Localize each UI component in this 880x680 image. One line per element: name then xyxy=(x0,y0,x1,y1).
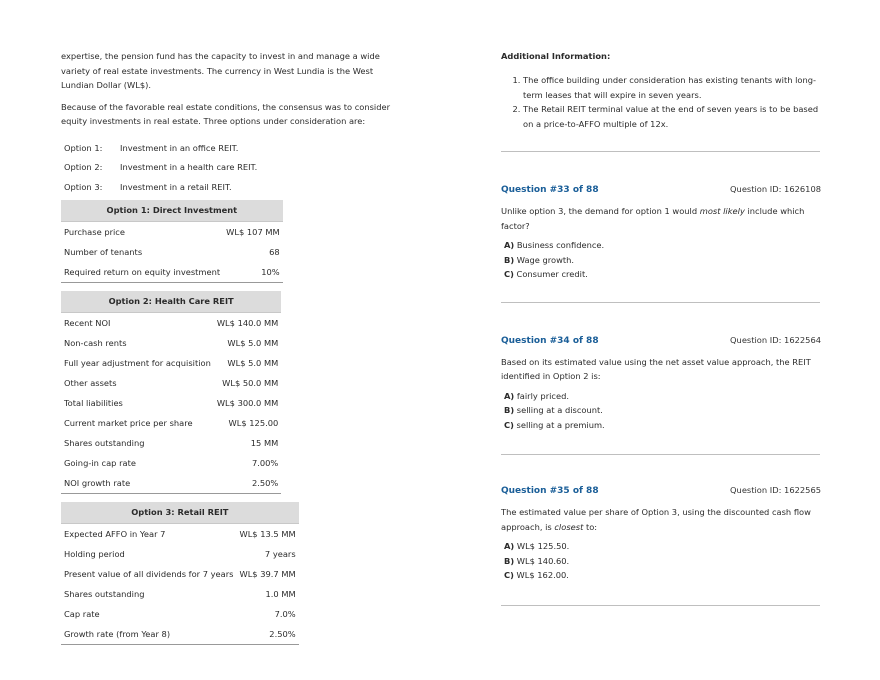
additional-info-title: Additional Information: xyxy=(501,51,611,61)
row-value: 2.50% xyxy=(236,624,298,645)
table-row xyxy=(61,413,281,433)
row-value: 15 MM xyxy=(250,437,279,448)
options-list xyxy=(61,139,391,198)
table-row xyxy=(61,373,281,393)
consensus-paragraph: Because of the favorable real estate conditions, the consensus was to consider equity investments in real estate. Three options under consideration are: xyxy=(61,101,391,126)
table-row xyxy=(61,262,283,283)
answer-text: WL$ 162.00. xyxy=(516,570,569,580)
stem-text: Unlike option 3, the demand for option 1 would xyxy=(501,206,700,216)
table-title: Option 3: Retail REIT xyxy=(61,502,299,524)
left-column xyxy=(61,49,391,653)
stem-text: to: xyxy=(583,521,598,532)
row-value: 10% xyxy=(223,262,283,283)
answer-text: selling at a discount. xyxy=(516,405,603,415)
answer-list xyxy=(501,539,821,583)
additional-info-list xyxy=(501,73,821,131)
answer-text: WL$ 140.60. xyxy=(516,555,570,566)
question-33 xyxy=(501,184,821,282)
answer-letter: A) xyxy=(504,390,515,401)
row-value: 2.50% xyxy=(214,473,281,494)
answer-text: fairly priced. xyxy=(516,390,569,401)
answer-option[interactable] xyxy=(501,253,821,268)
row-label: Number of tenants xyxy=(64,246,143,257)
table-row xyxy=(61,242,283,262)
option-text: Investment in a retail REIT. xyxy=(120,182,232,193)
row-value: 68 xyxy=(269,246,280,257)
option-text: Investment in an office REIT. xyxy=(120,142,239,153)
question-id: Question ID: 1622565 xyxy=(730,485,821,495)
stem-text: The estimated value per share of Option 3, using the discounted cash flow approach, is xyxy=(501,507,811,532)
row-value: WL$ 300.0 MM xyxy=(216,397,279,408)
answer-list xyxy=(501,389,821,433)
stem-emphasis: most likely xyxy=(699,206,745,216)
divider xyxy=(501,302,820,303)
option-row xyxy=(61,139,391,159)
right-column xyxy=(501,49,821,606)
question-id: Question ID: 1626108 xyxy=(730,184,821,194)
answer-text: Consumer credit. xyxy=(516,269,588,279)
table-row xyxy=(61,564,299,584)
row-value: WL$ 140.0 MM xyxy=(216,317,279,328)
answer-letter: B) xyxy=(504,405,515,415)
row-value: WL$ 39.7 MM xyxy=(239,568,296,579)
option-text: Investment in a health care REIT. xyxy=(120,162,258,173)
stem-text: include which factor? xyxy=(501,206,805,231)
answer-text: selling at a premium. xyxy=(516,419,605,430)
row-label: Required return on equity investment xyxy=(61,262,223,283)
table-title: Option 1: Direct Investment xyxy=(61,200,283,222)
question-stem xyxy=(501,355,821,384)
row-value: 7 years xyxy=(264,548,296,559)
answer-letter: C) xyxy=(504,419,514,430)
option2-table xyxy=(61,291,281,494)
list-item: 2. The Retail REIT terminal value at the end of seven years is to be based on a price-to-AFFO multiple of 12x. xyxy=(523,102,821,131)
question-35 xyxy=(501,485,821,583)
row-label: Total liabilities xyxy=(64,397,123,408)
answer-letter: A) xyxy=(504,240,515,250)
answer-letter: C) xyxy=(504,269,514,279)
row-label: Going-in cap rate xyxy=(64,457,136,468)
table-row xyxy=(61,393,281,413)
answer-option[interactable] xyxy=(501,267,821,282)
table-row xyxy=(61,312,281,333)
table-title: Option 2: Health Care REIT xyxy=(61,291,281,313)
row-value: WL$ 50.0 MM xyxy=(222,377,279,388)
answer-option[interactable] xyxy=(501,389,821,404)
answer-letter: B) xyxy=(504,254,515,265)
option-key: Option 1: xyxy=(64,142,103,153)
divider xyxy=(501,605,820,606)
answer-text: Wage growth. xyxy=(516,254,575,265)
option-key: Option 2: xyxy=(64,162,103,173)
option3-table xyxy=(61,502,299,645)
question-id: Question ID: 1622564 xyxy=(730,334,821,345)
row-label: Present value of all dividends for 7 years xyxy=(64,568,234,579)
row-label: Other assets xyxy=(64,377,117,388)
row-value: WL$ 13.5 MM xyxy=(239,528,296,539)
question-34 xyxy=(501,335,821,433)
table-row xyxy=(61,353,281,373)
answer-letter: A) xyxy=(504,541,515,551)
row-label: NOI growth rate xyxy=(61,473,214,494)
row-label: Growth rate (from Year 8) xyxy=(61,624,236,645)
table-row xyxy=(61,544,299,564)
row-label: Full year adjustment for acquisition xyxy=(64,357,211,368)
list-item: 1. The office building under consideration has existing tenants with long-term leases that will expire in seven years. xyxy=(523,73,821,102)
row-value: 7.00% xyxy=(251,457,279,468)
answer-option[interactable] xyxy=(501,539,821,554)
row-label: Non-cash rents xyxy=(64,337,127,348)
row-value: WL$ 5.0 MM xyxy=(227,337,279,348)
question-stem xyxy=(501,204,821,233)
stem-emphasis: closest xyxy=(554,521,584,532)
option-key: Option 3: xyxy=(64,182,103,193)
divider xyxy=(501,151,820,152)
question-stem xyxy=(501,505,821,534)
row-label: Cap rate xyxy=(64,608,100,619)
table-row xyxy=(61,523,299,544)
row-label: Expected AFFO in Year 7 xyxy=(64,528,166,539)
option-row xyxy=(61,158,391,178)
option1-table xyxy=(61,200,283,283)
table-row xyxy=(61,433,281,453)
table-row xyxy=(61,473,281,494)
option-row xyxy=(61,178,391,198)
divider xyxy=(501,454,820,455)
table-row xyxy=(61,453,281,473)
intro-paragraph: expertise, the pension fund has the capacity to invest in and manage a wide variety of real estate investments. The currency in West Lundia is the West Lundian Dollar (WL$). xyxy=(61,51,380,90)
answer-list xyxy=(501,238,821,282)
row-label: Shares outstanding xyxy=(64,437,145,448)
question-number: Question #35 of 88 xyxy=(501,486,599,496)
question-number: Question #33 of 88 xyxy=(501,185,599,195)
table-row xyxy=(61,221,283,242)
row-value: 7.0% xyxy=(274,608,296,619)
answer-text: Business confidence. xyxy=(516,240,605,250)
row-label: Current market price per share xyxy=(64,417,193,428)
answer-option[interactable] xyxy=(501,238,821,253)
answer-option[interactable] xyxy=(501,568,821,583)
answer-letter: C) xyxy=(504,570,514,580)
answer-option[interactable] xyxy=(501,418,821,433)
row-label: Recent NOI xyxy=(64,317,111,328)
table-row xyxy=(61,584,299,604)
answer-text: WL$ 125.50. xyxy=(516,541,570,551)
table-row xyxy=(61,604,299,624)
row-value: WL$ 125.00 xyxy=(228,417,279,428)
row-value: WL$ 5.0 MM xyxy=(227,357,279,368)
answer-letter: B) xyxy=(504,555,515,566)
table-row xyxy=(61,624,299,645)
stem-text: Based on its estimated value using the net asset value approach, the REIT identified in Option 2 is: xyxy=(501,356,811,381)
row-label: Purchase price xyxy=(64,226,125,237)
table-row xyxy=(61,333,281,353)
row-value: 1.0 MM xyxy=(265,588,296,599)
answer-option[interactable] xyxy=(501,554,821,569)
question-number: Question #34 of 88 xyxy=(501,335,599,346)
row-label: Shares outstanding xyxy=(64,588,145,599)
row-value: WL$ 107 MM xyxy=(226,226,280,237)
answer-option[interactable] xyxy=(501,403,821,418)
row-label: Holding period xyxy=(64,548,125,559)
